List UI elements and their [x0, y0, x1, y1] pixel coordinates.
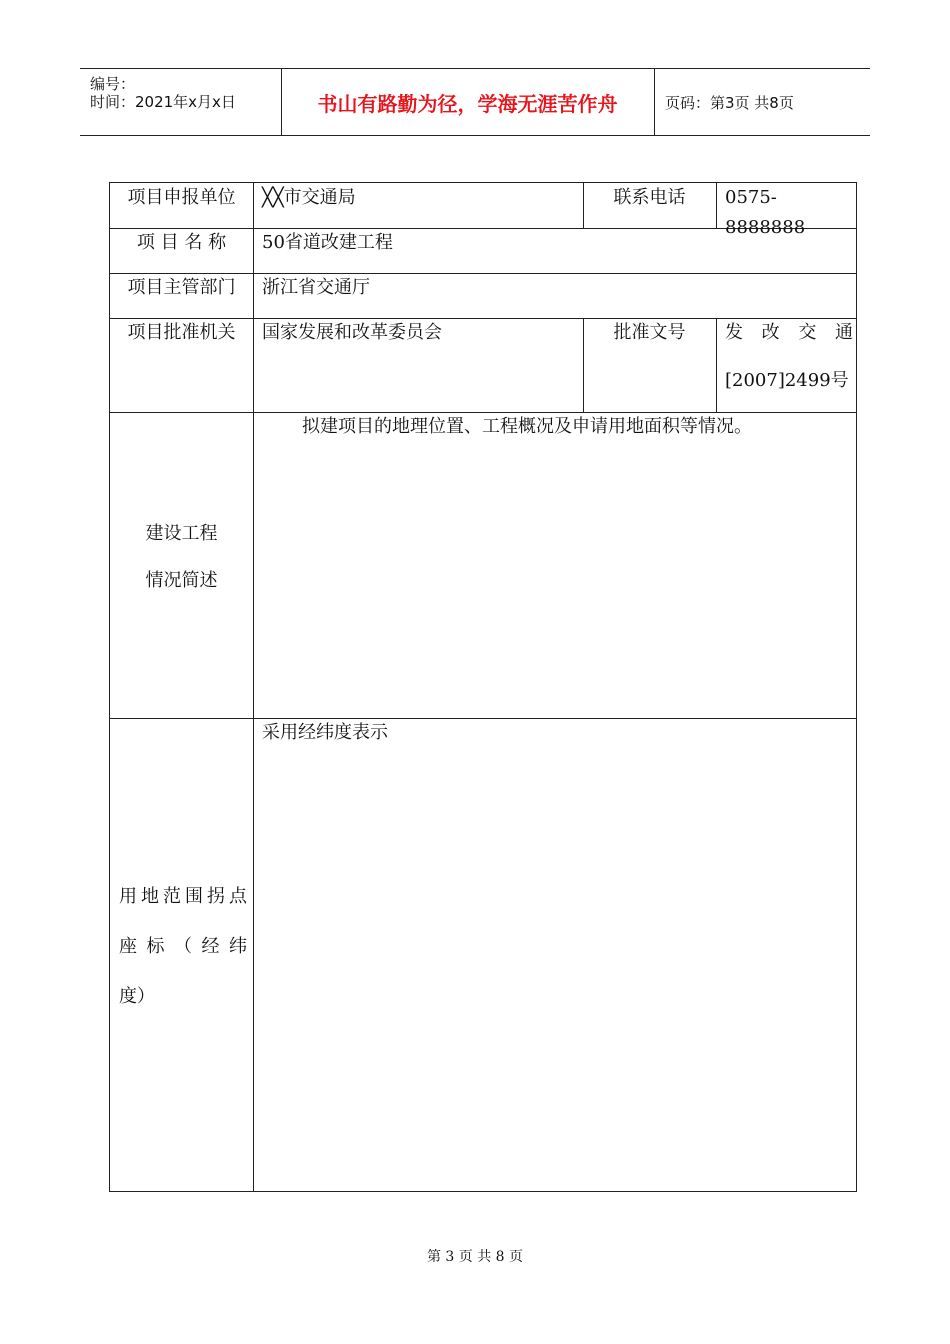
- time-label: 时间：2021年x月x日: [90, 93, 236, 111]
- applicant-value: ╳╳市交通局: [262, 187, 356, 208]
- coords-label-line2: 座 标 （ 经 纬: [119, 936, 247, 957]
- project-name-label: 项 目 名 称: [136, 232, 227, 253]
- header-meta: [80, 69, 282, 135]
- page-footer: 第 3 页 共 8 页: [426, 1249, 524, 1265]
- page-header: [80, 68, 870, 136]
- dept-label: 项目主管部门: [127, 277, 236, 298]
- approver-value: 国家发展和改革委员会: [262, 322, 442, 343]
- doc-label: 批准文号: [613, 322, 686, 343]
- project-form-table: [109, 182, 857, 1192]
- doc-value-line2: [2007]2499号: [725, 370, 849, 391]
- coords-label-line1: 用地范围拐点: [119, 886, 247, 907]
- coords-value: 采用经纬度表示: [262, 722, 388, 743]
- motto: 书山有路勤为径，学海无涯苦作舟: [281, 69, 655, 135]
- approver-label: 项目批准机关: [127, 322, 236, 343]
- doc-value-line1: 发 改 交 通: [725, 322, 853, 343]
- summary-label-line2: 情况简述: [145, 570, 218, 591]
- dept-value: 浙江省交通厅: [262, 277, 370, 298]
- summary-value: 拟建项目的地理位置、工程概况及申请用地面积等情况。: [302, 416, 752, 437]
- phone-label: 联系电话: [613, 187, 686, 208]
- phone-value: 0575-8888888: [725, 187, 806, 238]
- project-name-value: 50省道改建工程: [262, 232, 393, 253]
- applicant-label: 项目申报单位: [127, 187, 236, 208]
- coords-label-line3: 度）: [119, 986, 155, 1007]
- number-label: 编号：: [90, 75, 136, 93]
- summary-label-line1: 建设工程: [145, 523, 218, 544]
- page-label: 页码：第3页 共8页: [665, 93, 794, 112]
